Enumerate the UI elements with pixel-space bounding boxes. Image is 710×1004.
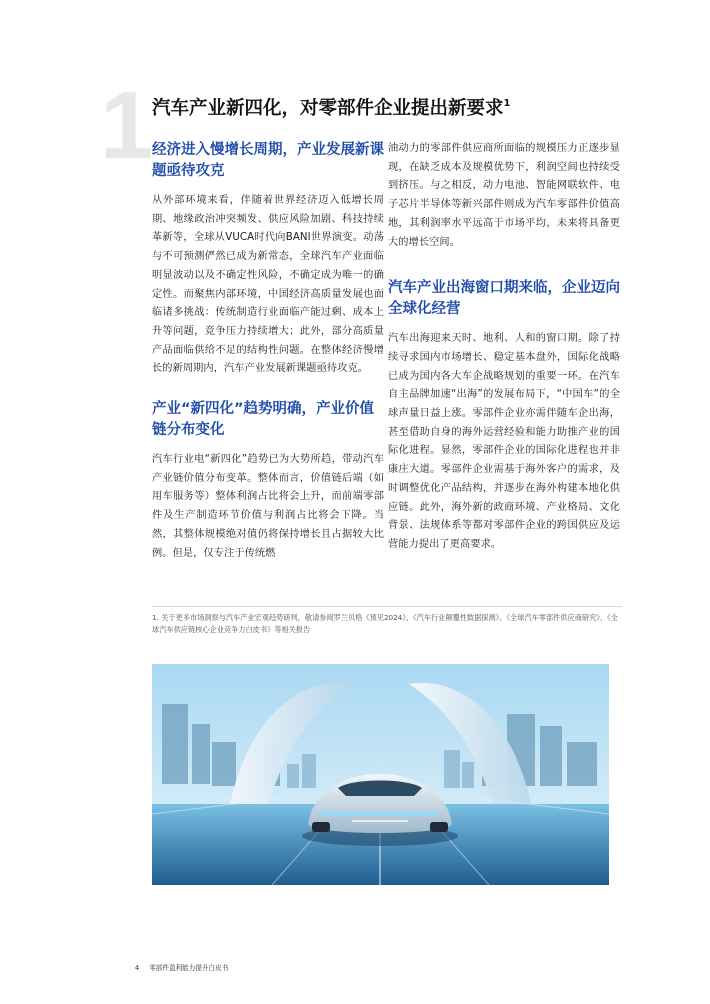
footnote: 1. 关于更多市场洞察与汽车产业宏观趋势研判，敬请参阅罗兰贝格《预见2024》、《汽车行业颠覆性数据探测》、《全球汽车零部件供应商研究》、《全球汽车供应链核心企业竞争力白皮书》等相关报告: [152, 606, 622, 636]
section-heading-going-global: 汽车产业出海窗口期来临，企业迈向全球化经营: [388, 280, 620, 318]
document-title: 零部件盈利能力提升白皮书: [149, 964, 229, 972]
page-title: [152, 92, 672, 121]
concept-car-illustration: [152, 664, 609, 885]
section-body-going-global: 汽车出海迎来天时、地利、人和的窗口期。除了持续寻求国内市场增长、稳定基本盘外，国际化战略已成为国内各大车企战略规划的重要一环。在汽车自主品牌加速“出海”的发展布局下，“中国车”的全球声量日益上涨。零部件企业亦需伴随车企出海，甚至借助自身的海外运营经验和能力助推产业的国际化进程。显然，零部件企业的国际化进程也并非康庄大道。零部件企业需基于海外客户的需求，及时调整优化产品结构，并逐步在海外构建本地化供应链。此外，海外新的政商环境、产业格局、文化背景、法规体系等都对零部件企业的跨国供应及运营能力提出了更高要求。: [388, 333, 620, 550]
section-heading-four-trends: 产业“新四化”趋势明确，产业价值链分布变化: [152, 401, 375, 439]
left-column: [152, 140, 384, 563]
hero-image-concept-car: [152, 664, 609, 885]
section-number: 1: [100, 72, 154, 179]
right-column: [388, 140, 620, 555]
page-number: 4: [135, 964, 140, 972]
page-title-text: 汽车产业新四化，对零部件企业提出新要求: [152, 98, 504, 119]
page-footer: [135, 962, 228, 972]
section-heading-economy: 经济进入慢增长周期，产业发展新课题亟待攻克: [152, 142, 384, 179]
section-body-economy: 从外部环境来看，伴随着世界经济迈入低增长周期、地缘政治冲突频发、供应风险加剧、科技持续革新等，全球从VUCA时代向BANI世界演变。动荡与不可预测俨然已成为新常态，全球汽车产业面临明显波动以及不确定性风险，不确定成为唯一的确定性。而聚焦内部环境，中国经济高质量发展也面临诸多挑战：传统制造行业面临产能过剩、成本上升等问题，竞争压力持续增大；此外，部分高质量产品面临供给不足的结构性问题。在整体经济慢增长的新周期内，汽车产业发展新课题亟待攻克。: [152, 195, 384, 375]
title-footnote-ref: 1: [503, 98, 511, 109]
section-body-four-trends-continued: 油动力的零部件供应商所面临的规模压力正逐步显现，在缺乏成本及规模优势下，利润空间也持续受到挤压。与之相反，动力电池、智能网联软件、电子芯片半导体等新兴部件则成为汽车零部件价值高地，其利润率水平远高于市场平均，未来将具备更大的增长空间。: [388, 143, 620, 248]
section-body-four-trends: 汽车行业电“新四化”趋势已为大势所趋，带动汽车产业链价值分布变革。整体而言，价值链后端（如用车服务等）整体利润占比将会上升，而前端零部件及生产制造环节价值与利润占比将会下降。当然，其整体规模绝对值仍将保持增长且占据较大比例。但是，仅专注于传统燃: [152, 454, 384, 559]
